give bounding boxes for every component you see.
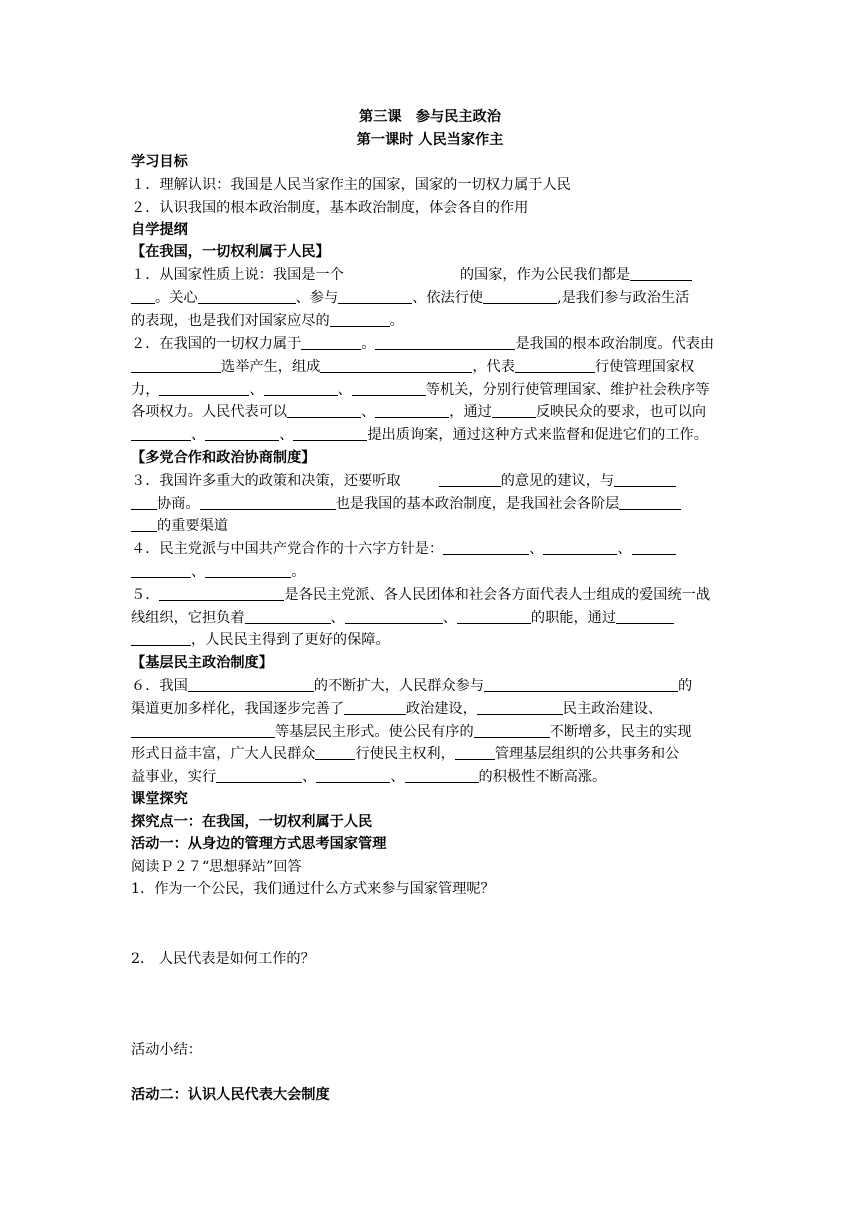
question-6-line-4: 形式日益丰富，广大人民群众 行使民主权利， 管理基层组织的公共事务和公 [131, 746, 680, 762]
fill-blank[interactable] [293, 426, 367, 441]
fill-blank[interactable] [131, 426, 191, 441]
question-3-line-1: ３．我国许多重大的政策和决策，还要听取 的意见的建议，与 [131, 471, 731, 491]
fill-blank[interactable] [439, 472, 501, 487]
fill-blank[interactable] [630, 266, 692, 281]
fill-blank[interactable] [515, 358, 595, 373]
fill-blank[interactable] [344, 700, 406, 715]
activity-2-title: 活动二：认识人民代表大会制度 [131, 1087, 330, 1103]
fill-blank[interactable] [216, 768, 302, 783]
question-2-line-3: 力， 、 、 等机关，分别行使管理国家、维护社会秩序等 [131, 382, 710, 398]
fill-blank[interactable] [405, 768, 479, 783]
question-4-line-1: ４．民主党派与中国共产党合作的十六字方针是： 、 、 [131, 539, 731, 559]
fill-blank[interactable] [131, 517, 157, 532]
subheading-grassroots: 【基层民主政治制度】 [131, 655, 273, 671]
objective-2: ２．认识我国的根本政治制度，基本政治制度，体会各自的作用 [131, 200, 529, 216]
fill-blank[interactable] [205, 563, 291, 578]
question-2-line-2: 选举产生，组成 ，代表 行使管理国家权 [131, 357, 731, 377]
subheading-power-to-people: 【在我国，一切权利属于人民】 [131, 244, 330, 260]
question-5-line-2: 线组织，它担负着 、 、 的职能，通过 [131, 608, 731, 628]
question-3-line-3: 的重要渠道 [131, 516, 731, 536]
fill-blank[interactable] [614, 472, 676, 487]
subheading-multiparty: 【多党合作和政治协商制度】 [131, 450, 316, 466]
section-heading-objectives: 学习目标 [131, 154, 188, 170]
question-1-line-2: 。关心 、参与 、依法行使 ,是我们参与政治生活 [131, 288, 731, 308]
fill-blank[interactable] [483, 289, 557, 304]
question-1-line-3: 的表现，也是我们对国家应尽的 。 [131, 313, 404, 329]
fill-blank[interactable] [198, 289, 296, 304]
lesson-title: 第三课 参与民主政治 [359, 109, 501, 125]
question-6-line-3: 等基层民主形式。使公民有序的 不断增多，民主的实现 [131, 722, 731, 742]
question-6-line-5: 益事业，实行 、 、 的积极性不断高涨。 [131, 769, 607, 785]
fill-blank[interactable] [131, 358, 221, 373]
fill-blank[interactable] [352, 381, 426, 396]
fill-blank[interactable] [375, 335, 515, 350]
question-6-line-1: ６．我国 的不断扩大，人民群众参与 的 [131, 678, 693, 694]
fill-blank[interactable] [159, 586, 284, 601]
fill-blank[interactable] [455, 745, 495, 760]
activity-question-1: 1．作为一个公民，我们通过什么方式来参与国家管理呢？ [131, 881, 495, 897]
activity-question-2: 2． 人民代表是如何工作的？ [131, 951, 315, 967]
question-4-line-2: 、 。 [131, 562, 731, 582]
fill-blank[interactable] [457, 609, 531, 624]
fill-blank[interactable] [330, 312, 390, 327]
fill-blank[interactable] [131, 723, 275, 738]
fill-blank[interactable] [338, 289, 412, 304]
fill-blank[interactable] [616, 609, 674, 624]
fill-blank[interactable] [484, 677, 678, 692]
activity-1-title: 活动一：从身边的管理方式思考国家管理 [131, 836, 387, 852]
fill-blank[interactable] [320, 358, 472, 373]
fill-blank[interactable] [315, 745, 355, 760]
fill-blank[interactable] [543, 540, 617, 555]
inquiry-point-1: 探究点一：在我国，一切权利属于人民 [131, 814, 373, 830]
fill-blank[interactable] [619, 495, 681, 510]
fill-blank[interactable] [474, 723, 550, 738]
question-2-line-1: ２．在我国的一切权力属于 。 是我国的根本政治制度。代表由 [131, 336, 715, 352]
question-5-line-3: ，人民民主得到了更好的保障。 [131, 630, 731, 650]
fill-blank[interactable] [316, 768, 390, 783]
section-heading-inquiry: 课堂探究 [131, 791, 188, 807]
fill-blank[interactable] [131, 495, 157, 510]
fill-blank[interactable] [301, 335, 361, 350]
question-1-line-1: １．从国家性质上说：我国是一个 的国家，作为公民我们都是 [131, 265, 731, 285]
activity-summary-label: 活动小结： [131, 1042, 202, 1058]
fill-blank[interactable] [375, 403, 449, 418]
question-3-line-2: 协商。 也是我国的基本政治制度，是我国社会各阶层 [131, 494, 731, 514]
lesson-subtitle: 第一课时 人民当家作主 [356, 132, 504, 148]
fill-blank[interactable] [159, 381, 249, 396]
fill-blank[interactable] [345, 609, 443, 624]
question-2-line-4: 各项权力。人民代表可以 、 ，通过 反映民众的要求，也可以向 [131, 404, 707, 420]
fill-blank[interactable] [205, 426, 279, 441]
question-6-line-2: 渠道更加多样化，我国逐步完善了 政治建设， 民主政治建设、 [131, 701, 663, 717]
question-2-line-5: 、 、 提出质询案，通过这种方式来监督和促进它们的工作。 [131, 425, 731, 445]
section-heading-outline: 自学提纲 [131, 222, 188, 238]
fill-blank[interactable] [131, 563, 191, 578]
fill-blank[interactable] [287, 403, 361, 418]
fill-blank[interactable] [477, 700, 563, 715]
question-5-line-1: ５． 是各民主党派、各人民团体和社会各方面代表人士组成的爱国统一战 [131, 587, 711, 603]
fill-blank[interactable] [200, 495, 336, 510]
fill-blank[interactable] [492, 403, 536, 418]
fill-blank[interactable] [131, 289, 155, 304]
fill-blank[interactable] [245, 609, 331, 624]
fill-blank[interactable] [188, 677, 314, 692]
fill-blank[interactable] [264, 381, 338, 396]
fill-blank[interactable] [131, 631, 191, 646]
fill-blank[interactable] [443, 540, 529, 555]
reading-instruction: 阅读Ｐ２７“思想驿站”回答 [131, 859, 302, 875]
objective-1: １．理解认识：我国是人民当家作主的国家，国家的一切权力属于人民 [131, 177, 571, 193]
fill-blank[interactable] [632, 540, 676, 555]
